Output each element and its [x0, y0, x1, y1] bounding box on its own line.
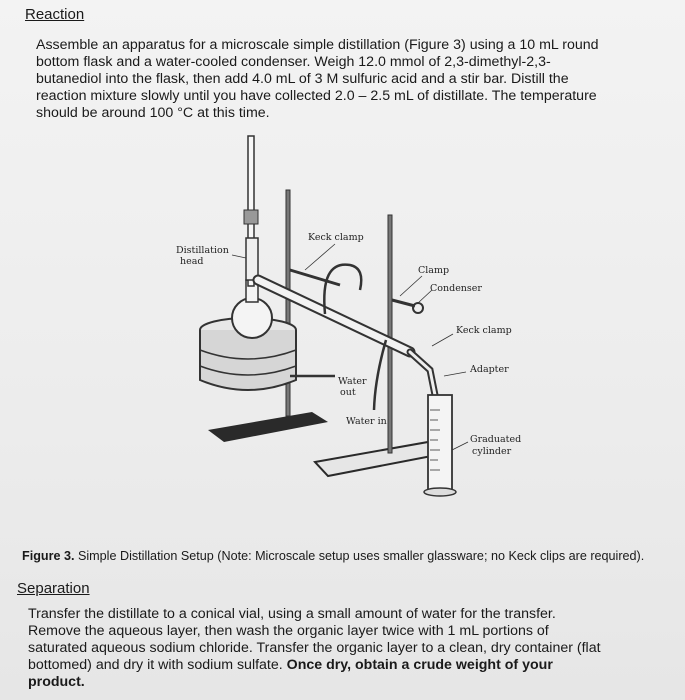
label-water-out-2: out: [340, 387, 356, 398]
label-clamp: Clamp: [418, 265, 450, 276]
label-water-in: Water in: [346, 416, 387, 427]
left-stand-base: [208, 412, 328, 442]
reaction-line: should be around 100 °C at this time.: [36, 105, 270, 121]
figure-caption: [22, 549, 644, 563]
separation-heading: Separation: [17, 580, 90, 597]
label-condenser: Condenser: [430, 283, 482, 294]
separation-line: Remove the aqueous layer, then wash the organic layer twice with 1 mL portions of: [28, 623, 549, 639]
water-out-hose: [324, 265, 361, 314]
label-graduated-cylinder: Graduated: [470, 434, 522, 445]
label-distillation-head: Distillation: [176, 245, 229, 256]
reaction-line: butanediol into the flask, then add 4.0 mL of 3 M sulfuric acid and a stir bar. Distill the: [36, 71, 569, 87]
label-water-out: Water: [338, 376, 367, 387]
reaction-heading: Reaction: [25, 6, 85, 23]
label-keck-clamp-top: Keck clamp: [308, 232, 364, 243]
separation-line-text: bottomed) and dry it with sodium sulfate.: [28, 657, 287, 673]
reaction-line: reaction mixture slowly until you have collected 2.0 – 2.5 mL of distillate. The temperature: [36, 88, 597, 104]
graduated-cylinder: [428, 395, 452, 490]
label-distillation-head-2: head: [180, 256, 204, 267]
separation-bold-2: product.: [28, 674, 85, 690]
clamp-knob: [413, 303, 423, 313]
water-in-hose: [374, 340, 386, 410]
reaction-line: bottom flask and a water-cooled condenser. Weigh 12.0 mmol of 2,3-dimethyl-2,3-: [36, 54, 551, 70]
heating-mantle-body: [200, 330, 296, 390]
round-bottom-flask: [232, 298, 272, 338]
distillation-head: [246, 238, 258, 280]
figure-caption-label: Figure 3.: [22, 549, 75, 563]
right-stand-base: [315, 442, 442, 476]
separation-line: [28, 657, 601, 674]
clamp-arm: [290, 270, 340, 285]
right-stand-rod: [388, 215, 392, 453]
figure-caption-text: Simple Distillation Setup (Note: Microscale setup uses smaller glassware; no Keck clips are required).: [74, 549, 645, 563]
label-graduated-cylinder-2: cylinder: [472, 446, 512, 457]
label-adapter: Adapter: [470, 364, 509, 375]
separation-bold-1: Once dry, obtain a crude weight of your: [286, 657, 553, 673]
separation-line: saturated aqueous sodium chloride. Transfer the organic layer to a clean, dry container (flat: [28, 640, 601, 656]
separation-line: [28, 674, 601, 691]
reaction-line: Assemble an apparatus for a microscale simple distillation (Figure 3) using a 10 mL round: [36, 37, 599, 53]
distillation-apparatus-figure: [160, 120, 560, 540]
separation-paragraph: [28, 606, 601, 691]
label-keck-clamp-right: Keck clamp: [456, 325, 512, 336]
reaction-paragraph: [36, 37, 599, 122]
separation-line: Transfer the distillate to a conical vial, using a small amount of water for the transfer.: [28, 606, 556, 622]
